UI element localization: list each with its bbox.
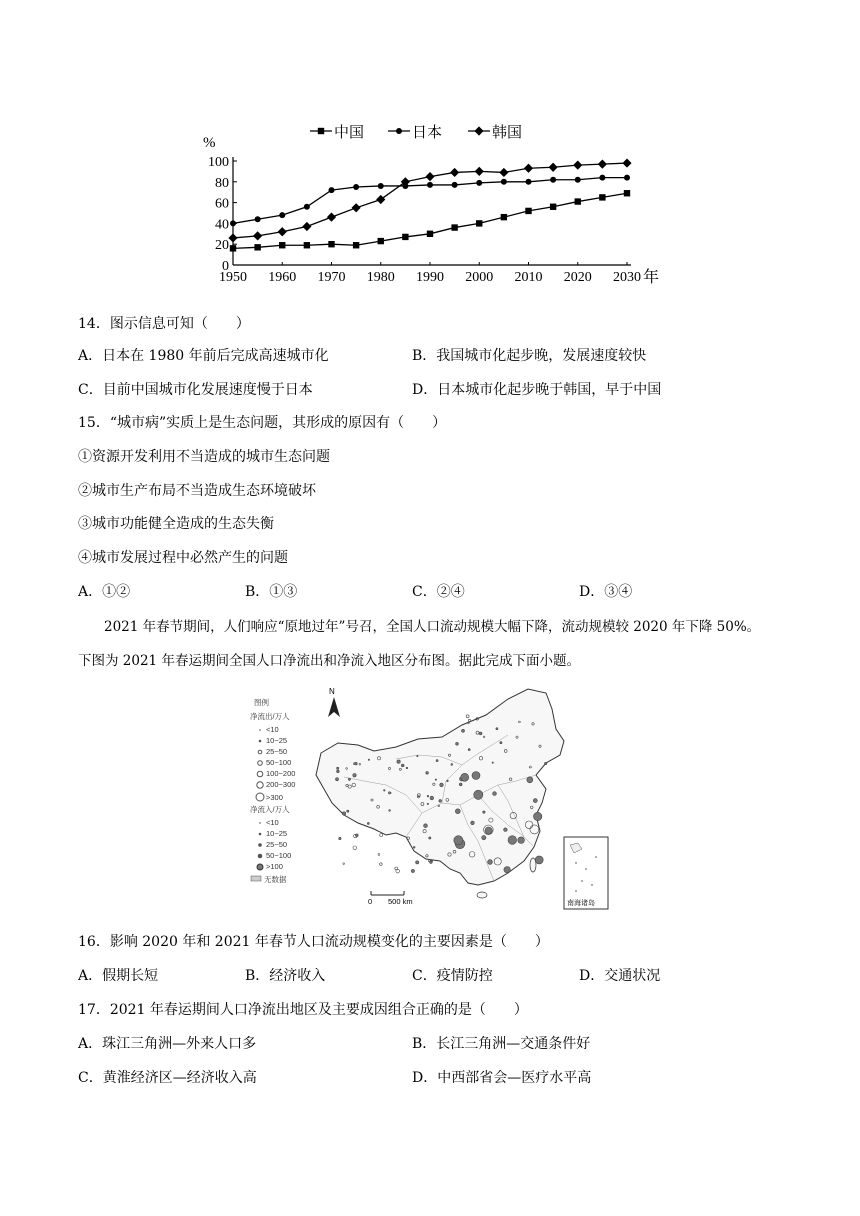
map-dot — [426, 772, 429, 775]
map-dot — [389, 810, 391, 812]
data-point — [302, 222, 311, 231]
scale-zero: 0 — [368, 897, 373, 906]
data-point — [254, 244, 260, 250]
data-point — [278, 227, 287, 236]
data-point — [327, 213, 336, 222]
map-dot — [380, 863, 383, 866]
data-point — [279, 242, 285, 248]
data-point — [352, 203, 361, 212]
map-dot — [348, 778, 350, 780]
y-tick-label: 0 — [222, 259, 229, 274]
map-dot — [454, 836, 463, 845]
legend-in-item: 50~100 — [266, 851, 292, 860]
map-dot — [429, 837, 431, 839]
map-dot — [337, 767, 339, 769]
chart-svg — [190, 118, 690, 290]
q15-option-a[interactable]: A．①② — [78, 584, 131, 600]
scale-label: 500 km — [388, 897, 413, 906]
map-dot — [451, 764, 453, 766]
data-point — [525, 208, 531, 214]
x-tick-label: 1990 — [416, 270, 444, 285]
data-point — [255, 216, 261, 222]
q14-option-c[interactable]: C．目前中国城市化发展速度慢于日本 — [78, 382, 313, 398]
north-label: N — [329, 687, 335, 696]
data-point — [427, 231, 433, 237]
map-dot — [466, 715, 469, 718]
legend-out-title: 净流出/万人 — [250, 712, 290, 721]
legend-item — [310, 123, 364, 141]
map-dot — [353, 846, 357, 850]
data-point — [501, 214, 507, 220]
map-dot — [493, 792, 497, 796]
map-dot — [440, 783, 444, 787]
data-point — [524, 164, 533, 173]
data-point — [499, 168, 508, 177]
q16-option-c[interactable]: C．疫情防控 — [412, 968, 493, 984]
map-dot — [337, 770, 340, 773]
legend-out-item: 200~300 — [266, 780, 296, 789]
q14-option-a[interactable]: A．日本在 1980 年前后完成高速城市化 — [78, 348, 329, 364]
map-dot — [424, 824, 428, 828]
map-dot — [459, 783, 462, 786]
intro-line-2: 下图为 2021 年春运期间全国人口净流出和净流入地区分布图。据此完成下面小题。 — [78, 653, 580, 669]
map-dot — [380, 834, 383, 837]
y-tick-label: 40 — [215, 217, 229, 233]
q15-option-d[interactable]: D．③④ — [579, 584, 633, 600]
q16-option-b[interactable]: B．经济收入 — [245, 968, 326, 984]
map-legend — [250, 697, 295, 884]
population-flow-map — [246, 685, 616, 913]
data-point — [228, 233, 237, 242]
data-point — [474, 126, 483, 135]
data-point — [304, 242, 310, 248]
inset-label: 南海诸岛 — [567, 900, 595, 907]
x-tick-label: 2020 — [563, 270, 592, 285]
map-dot — [518, 837, 525, 844]
x-tick-label: 2030 — [613, 270, 641, 285]
legend-in-item: 25~50 — [266, 840, 288, 849]
map-dot — [504, 828, 508, 832]
x-tick-label: 1950 — [219, 270, 247, 285]
scale-bar — [368, 891, 413, 906]
q16-stem: 16．影响 2020 年和 2021 年春节人口流动规模变化的主要因素是（ ） — [78, 934, 549, 950]
map-dot — [427, 803, 428, 804]
data-point — [526, 179, 532, 185]
data-point — [230, 245, 236, 251]
data-point — [624, 175, 630, 181]
data-point — [279, 212, 285, 218]
map-dot — [456, 742, 459, 745]
map-dot — [474, 790, 483, 799]
q15-option-b[interactable]: B．①③ — [245, 584, 298, 600]
data-point — [329, 187, 335, 193]
map-dot — [527, 777, 533, 783]
map-dot — [431, 860, 433, 862]
map-dot — [471, 821, 475, 825]
data-point — [452, 182, 458, 188]
map-dot — [447, 780, 449, 782]
data-point — [376, 195, 385, 204]
legend-out-item: 10~25 — [266, 736, 288, 745]
q16-option-a[interactable]: A．假期长短 — [78, 968, 159, 984]
data-point — [427, 182, 433, 188]
map-dot — [339, 837, 341, 839]
map-dot — [439, 800, 442, 803]
y-tick-label: 100 — [208, 155, 229, 170]
map-dot — [427, 795, 429, 797]
q15-stem: 15．“城市病”实质上是生态问题，其形成的原因有（ ） — [78, 415, 447, 431]
map-dot — [430, 796, 434, 800]
map-dot — [488, 860, 493, 865]
y-tick-label: 20 — [215, 238, 229, 254]
x-tick-label: 1960 — [268, 270, 297, 285]
map-dot — [353, 774, 356, 777]
legend-title: 图例 — [254, 698, 269, 707]
map-dot — [468, 749, 470, 751]
data-point — [476, 220, 482, 226]
map-dot — [533, 799, 537, 803]
data-point — [402, 234, 408, 240]
map-dot — [347, 810, 349, 812]
data-point — [575, 177, 581, 183]
north-arrow-icon — [328, 687, 340, 717]
data-point — [230, 220, 236, 226]
data-point — [425, 172, 434, 181]
data-point — [396, 128, 402, 134]
map-dot — [534, 812, 542, 820]
legend-label: 中国 — [334, 123, 365, 141]
map-dot — [504, 867, 510, 873]
map-dot — [483, 811, 485, 813]
map-dot — [508, 836, 517, 845]
intro-line-1: 2021 年春节期间，人们响应“原地过年”号召，全国人口流动规模大幅下降，流动规模较 2020 年下降 50%。 — [104, 619, 761, 635]
q17-option-c[interactable]: C．黄淮经济区—经济收入高 — [78, 1070, 257, 1086]
map-dot — [413, 846, 415, 848]
data-point — [573, 161, 582, 170]
series — [230, 190, 630, 252]
map-dot — [406, 767, 408, 769]
map-dot — [396, 869, 400, 873]
legend-in-item: 10~25 — [266, 829, 288, 838]
map-dot — [367, 822, 369, 824]
data-point — [598, 160, 607, 169]
data-point — [378, 238, 384, 244]
map-dot — [416, 861, 419, 864]
map-dot — [384, 790, 386, 792]
map-dot — [455, 809, 460, 814]
data-point — [401, 177, 410, 186]
map-dot — [545, 762, 547, 764]
data-point — [599, 175, 605, 181]
x-tick-label: 1980 — [366, 270, 395, 285]
data-point — [353, 184, 359, 190]
map-dot — [401, 764, 404, 767]
q14-option-d[interactable]: D．日本城市化起步晚于韩国，早于中国 — [412, 382, 662, 398]
map-dot — [336, 778, 339, 781]
q17-option-b[interactable]: B．长江三角洲—交通条件好 — [412, 1036, 591, 1052]
q14-stem: 14．图示信息可知（ ） — [78, 316, 250, 332]
map-dot — [411, 869, 414, 872]
data-point — [475, 167, 484, 176]
map-dot — [500, 742, 502, 744]
map-dot — [472, 772, 480, 780]
x-unit-label: 年 — [643, 267, 660, 286]
map-dot — [496, 728, 498, 730]
data-point — [622, 158, 631, 167]
data-point — [550, 204, 556, 210]
map-dot — [378, 854, 380, 856]
y-tick-label: 60 — [215, 196, 229, 212]
map-dot — [417, 755, 418, 756]
legend-in-item: <10 — [266, 818, 279, 827]
map-dot — [461, 773, 469, 781]
data-point — [549, 163, 558, 172]
map-dot — [535, 856, 543, 864]
data-point — [624, 190, 630, 196]
x-tick-label: 2010 — [514, 270, 543, 285]
legend-out-item: 100~200 — [266, 769, 296, 778]
data-point — [378, 183, 384, 189]
map-dot — [342, 812, 345, 815]
q15-item-1: ①资源开发利用不当造成的城市生态问题 — [78, 449, 330, 465]
map-dot — [435, 779, 436, 780]
data-point — [501, 179, 507, 185]
hainan-outline — [477, 892, 487, 898]
data-point — [318, 128, 324, 134]
legend-item — [468, 123, 522, 141]
y-tick-label: 80 — [215, 175, 229, 191]
data-point — [550, 177, 556, 183]
series-line — [233, 193, 627, 248]
q15-item-2: ②城市生产布局不当造成生态环境破坏 — [78, 483, 316, 499]
legend-out-item: <10 — [266, 725, 279, 734]
series — [230, 175, 630, 227]
series — [228, 158, 631, 242]
map-dot — [485, 827, 492, 834]
map-dot — [355, 834, 358, 837]
map-svg — [246, 685, 616, 913]
map-dot — [436, 760, 438, 762]
data-point — [476, 180, 482, 186]
map-dot — [482, 836, 486, 840]
data-point — [253, 231, 262, 240]
legend-in-item: >100 — [266, 862, 283, 871]
map-dot — [343, 863, 345, 865]
data-point — [451, 224, 457, 230]
map-dot — [462, 729, 465, 732]
legend-label: 日本 — [412, 123, 443, 141]
x-tick-label: 1970 — [317, 270, 346, 285]
map-dot — [479, 732, 482, 735]
data-point — [353, 242, 359, 248]
map-dot — [355, 762, 358, 765]
q16-option-d[interactable]: D．交通状况 — [579, 968, 661, 984]
legend-label: 韩国 — [492, 123, 523, 141]
legend-out-item: >300 — [266, 793, 283, 802]
map-dot — [492, 762, 493, 763]
q15-item-3: ③城市功能健全造成的生态失衡 — [78, 516, 274, 532]
q17-option-d[interactable]: D．中西部省会—医疗水平高 — [412, 1070, 592, 1086]
q17-stem: 17．2021 年春运期间人口净流出地区及主要成因组合正确的是（ ） — [78, 1002, 528, 1018]
q17-option-a[interactable]: A．珠江三角洲—外来人口多 — [78, 1036, 257, 1052]
q15-option-c[interactable]: C．②④ — [412, 584, 465, 600]
data-point — [328, 241, 334, 247]
legend-in-title: 净流入/万人 — [250, 805, 290, 814]
legend-nodata: 无数据 — [264, 875, 287, 884]
x-tick-label: 2000 — [465, 270, 494, 285]
map-dot — [397, 760, 400, 763]
legend-out-item: 50~100 — [266, 758, 292, 767]
urbanization-chart — [190, 118, 690, 290]
data-point — [575, 198, 581, 204]
data-point — [304, 204, 310, 210]
q15-item-4: ④城市发展过程中必然产生的问题 — [78, 550, 288, 566]
map-dot — [368, 759, 369, 760]
data-point — [450, 168, 459, 177]
legend-out-item: 25~50 — [266, 747, 288, 756]
legend-item — [388, 123, 442, 141]
q14-option-b[interactable]: B．我国城市化起步晚，发展速度较快 — [412, 348, 647, 364]
data-point — [599, 194, 605, 200]
south-china-sea-inset — [564, 837, 608, 909]
y-unit-label: % — [203, 135, 216, 151]
